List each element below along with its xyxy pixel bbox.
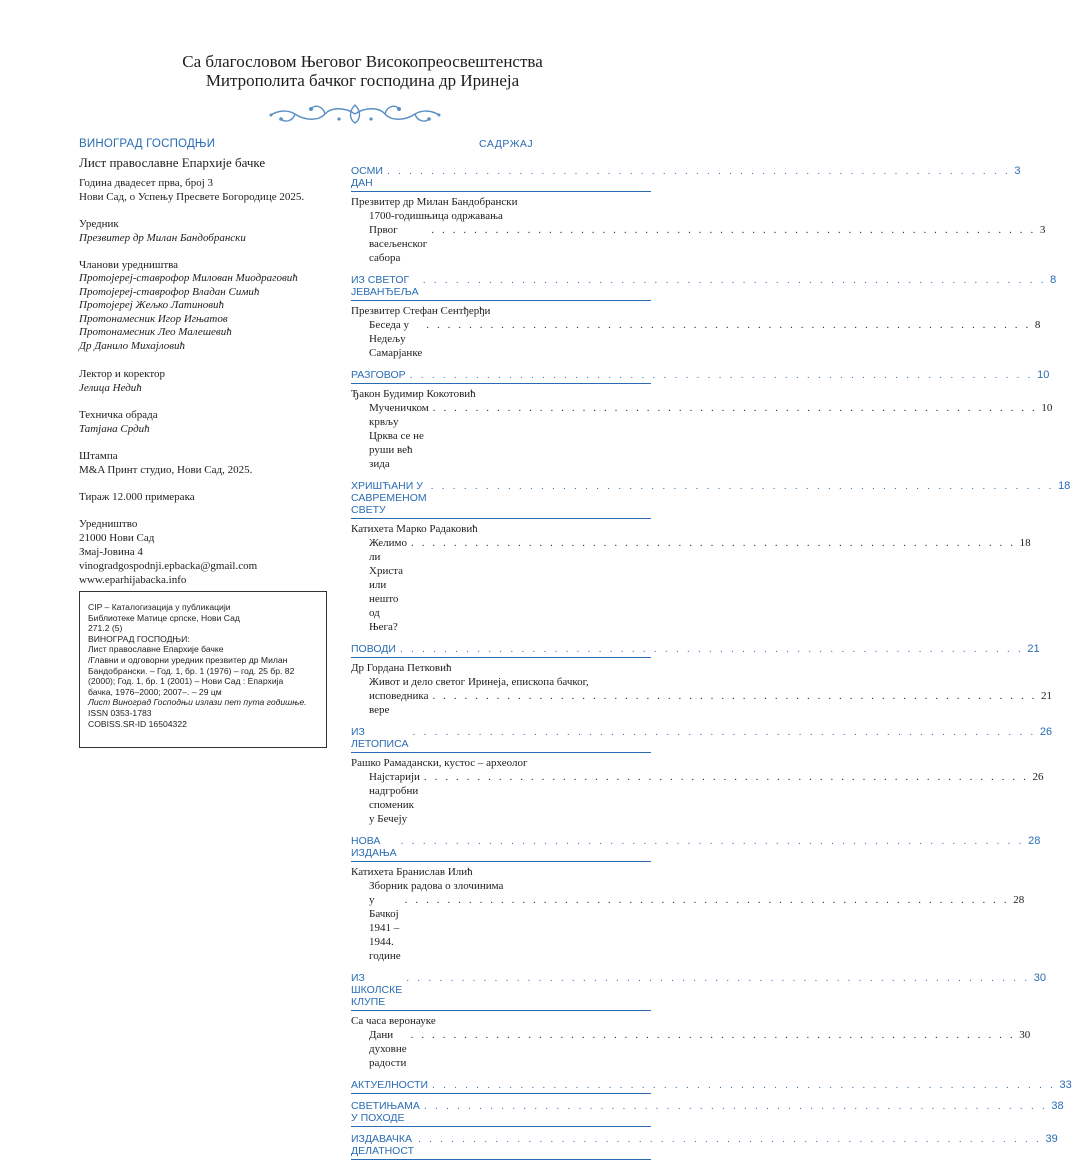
toc-leader-dots: . . . . . . . . . . . . . . . . . . . . . . . . . . . . . . . . . . . . . . . . . . . . . . . . . . . . . . . . . [430,480,1055,492]
toc-section-page: 21 [1027,643,1040,655]
toc-section [351,726,1053,826]
toc-leader-dots: . . . . . . . . . . . . . . . . . . . . . . . . . . . . . . . . . . . . . . . . . . . . . . . . . . . . . . . . . [426,319,1031,331]
blessing-header [0,52,725,90]
toc-entry-title: Дани духовне радости [369,1029,407,1069]
circulation: Тираж 12.000 примерака [79,490,195,503]
table-of-contents [351,165,1072,1166]
toc-section-name: РАЗГОВОР [351,369,406,381]
toc-entry[interactable] [351,318,1041,360]
proofreader-label: Лектор и коректор [79,367,166,380]
issue-year: Година двадесет прва, број 3 [79,177,214,189]
toc-section-heading[interactable] [351,480,1071,519]
publication-title: ВИНОГРАД ГОСПОДЊИ [79,138,216,150]
toc-section-page: 18 [1058,480,1071,492]
toc-author: Са часа веронауке [351,1015,436,1027]
cip-line: бачка, 1976–2000; 2007–. – 29 цм [88,686,222,697]
cip-line: (2000); Год. 1, бр. 1 (2001) – Нови Сад : Епархија [88,676,284,687]
toc-section-name: АКТУЕЛНОСТИ [351,1079,429,1091]
cip-line: Бандобрански. – Год. 1, бр. 1 (1976) – год. 25 бр. 82 [88,665,295,676]
toc-leader-dots: . . . . . . . . . . . . . . . . . . . . . . . . . . . . . . . . . . . . . . . . . . . . . . . . . . . . . . . . . [431,224,1036,236]
toc-section-heading[interactable] [351,835,1041,862]
toc-section-name: ИЗ ШКОЛСКЕ КЛУПЕ [351,972,403,1008]
email-link[interactable]: vinogradgospodnji.epbacka@gmail.com [79,559,258,572]
toc-entry-title: Првог васељенског сабора [369,224,428,264]
toc-leader-dots: . . . . . . . . . . . . . . . . . . . . . . . . . . . . . . . . . . . . . . . . . . . . . . . . . . . . . . . . . [432,1079,1056,1091]
office-city: 21000 Нови Сад [79,531,155,544]
toc-section [351,1133,1058,1160]
toc-author: Презвитер Стефан Сентђерђи [351,305,491,317]
toc-leader-dots: . . . . . . . . . . . . . . . . . . . . . . . . . . . . . . . . . . . . . . . . . . . . . . . . . . . . . . . . . [422,274,1047,286]
toc-leader-dots: . . . . . . . . . . . . . . . . . . . . . . . . . . . . . . . . . . . . . . . . . . . . . . . . . . . . . . . . . [423,771,1029,783]
website-link[interactable]: www.eparhijabacka.info [79,573,187,586]
toc-section-heading[interactable] [351,369,1050,384]
toc-leader-dots: . . . . . . . . . . . . . . . . . . . . . . . . . . . . . . . . . . . . . . . . . . . . . . . . . . . . . . . . . [411,537,1016,549]
toc-section-page: 33 [1059,1079,1072,1091]
blessing-line-2: Митрополита бачког господина др Иринеја [205,71,520,90]
toc-entry-page: 30 [1019,1029,1031,1041]
floral-ornament-icon [265,101,445,127]
toc-section-page: 26 [1039,726,1053,738]
cip-line: Лист православне Епархије бачке [88,644,224,655]
toc-section [351,480,1071,634]
toc-section-page: 38 [1051,1100,1064,1112]
toc-author: Катихета Марко Радаковић [351,523,478,535]
toc-section [351,835,1041,963]
editor-name: Презвитер др Милан Бандобрански [79,232,246,244]
toc-title: САДРЖАЈ [479,138,534,150]
toc-leader-dots: . . . . . . . . . . . . . . . . . . . . . . . . . . . . . . . . . . . . . . . . . . . . . . . . . . . . . . . . . [432,402,1038,414]
toc-section-name: НОВА ИЗДАЊА [351,835,397,859]
toc-entry-title: у Бачкој 1941 – 1944. године [369,894,401,962]
toc-entry-title: Беседа у Недељу Самарјанке [369,319,423,359]
toc-entry[interactable] [351,401,1053,471]
toc-entry-title-line: Зборник радова о злочинима [369,880,504,892]
toc-section [351,643,1053,717]
toc-section-heading[interactable] [351,1100,1064,1127]
toc-author: Катихета Бранислав Илић [351,866,473,878]
toc-entry[interactable] [351,689,1053,717]
cip-line: CIP – Каталогизација у публикацији [88,602,231,612]
tech-name: Татјана Срдић [79,422,150,435]
board-member: Протонамесник Лео Малешевић [79,326,232,339]
toc-entry-page: 26 [1032,771,1044,783]
cip-line: /Главни и одговорни уредник презвитер др Милан [88,654,288,665]
toc-section-name: ПОВОДИ [351,643,396,655]
toc-entry[interactable] [351,536,1031,634]
board-member: Протојереј-ставрофор Милован Миодраговић [79,272,298,284]
cip-line: Лист Виноград Господњи излази пет пута годишње. [88,697,307,708]
toc-section-name: ИЗ СВЕТОГ ЈЕВАНЂЕЉА [351,274,419,298]
toc-leader-dots: . . . . . . . . . . . . . . . . . . . . . . . . . . . . . . . . . . . . . . . . . . . . . . . . . . . . . . . . . [412,726,1036,738]
board-members [79,272,329,354]
toc-section-name: ИЗ ЛЕТОПИСА [351,726,409,750]
toc-section-name: ОСМИ ДАН [351,165,383,189]
cip-line: ВИНОГРАД ГОСПОДЊИ: [88,633,190,644]
masthead [79,138,329,587]
toc-entry[interactable] [351,893,1025,963]
toc-section [351,972,1046,1070]
toc-entry-page: 10 [1041,402,1053,414]
tech-label: Техничка обрада [79,408,158,421]
toc-section-name: СВЕТИЊАМА У ПОХОДЕ [351,1100,420,1124]
toc-section [351,1079,1072,1094]
toc-entry-title: Желимо ли Христа или нешто од Њега? [369,537,408,633]
print-value: M&A Принт студио, Нови Сад, 2025. [79,463,253,476]
toc-section-heading[interactable] [351,1079,1072,1094]
toc-section-heading[interactable] [351,726,1053,753]
toc-entry[interactable] [351,1028,1031,1070]
editor-label: Уредник [79,218,119,230]
toc-entry[interactable] [351,770,1044,826]
toc-section-page: 28 [1028,835,1041,847]
cip-line: Библиотеке Матице српске, Нови Сад [88,612,240,623]
toc-leader-dots: . . . . . . . . . . . . . . . . . . . . . . . . . . . . . . . . . . . . . . . . . . . . . . . . . . . . . . . . . [400,835,1025,847]
toc-leader-dots: . . . . . . . . . . . . . . . . . . . . . . . . . . . . . . . . . . . . . . . . . . . . . . . . . . . . . . . . . [418,1133,1042,1145]
toc-section-page: 30 [1033,972,1046,984]
cip-line: 271.2 (5) [88,623,123,634]
board-member: Протојереј-ставрофор Владан Симић [79,285,260,298]
board-member: Др Данило Михајловић [79,339,186,352]
toc-section-heading[interactable] [351,643,1040,658]
office-street: Змај-Јовина 4 [79,545,143,558]
toc-section-page: 39 [1045,1133,1058,1145]
toc-leader-dots: . . . . . . . . . . . . . . . . . . . . . . . . . . . . . . . . . . . . . . . . . . . . . . . . . . . . . . . . . [432,690,1038,702]
toc-section-name: ХРИШЋАНИ У САВРЕМЕНОМ СВЕТУ [351,480,427,516]
publication-subtitle: Лист православне Епархије бачке [79,155,266,170]
toc-leader-dots: . . . . . . . . . . . . . . . . . . . . . . . . . . . . . . . . . . . . . . . . . . . . . . . . . . . . . . . . . [404,894,1010,906]
toc-entry-page: 3 [1039,224,1046,236]
toc-section-heading[interactable] [351,165,1021,192]
toc-entry-title: Мученичком крвљу Црква се не руши већ зида [369,402,429,470]
toc-author: Презвитер др Милан Бандобрански [351,196,518,208]
toc-section [351,274,1057,360]
blessing-line-1: Са благословом Његовог Високопреосвештенства [182,52,543,71]
issue-place-date: Нови Сад, о Успењу Пресвете Богородице 2025. [79,191,305,203]
toc-leader-dots: . . . . . . . . . . . . . . . . . . . . . . . . . . . . . . . . . . . . . . . . . . . . . . . . . . . . . . . . . [386,165,1011,177]
toc-author: Ђакон Будимир Кокотовић [351,388,476,400]
toc-author: Рашко Рамадански, кустос – археолог [351,757,528,769]
toc-leader-dots: . . . . . . . . . . . . . . . . . . . . . . . . . . . . . . . . . . . . . . . . . . . . . . . . . . . . . . . . . [406,972,1030,984]
cip-line: ISSN 0353-1783 [88,707,152,718]
toc-section [351,369,1053,471]
toc-leader-dots: . . . . . . . . . . . . . . . . . . . . . . . . . . . . . . . . . . . . . . . . . . . . . . . . . . . . . . . . . [399,643,1024,655]
toc-entry[interactable] [351,223,1046,265]
toc-author: Др Гордана Петковић [351,662,452,674]
board-label: Чланови уредништва [79,259,179,271]
office-label: Уредништво [79,517,138,530]
toc-section-page: 3 [1014,165,1021,177]
cip-line: COBISS.SR-ID 16504322 [88,718,187,729]
toc-section [351,1100,1064,1127]
proofreader-name: Јелица Недић [79,381,142,394]
toc-entry-page: 18 [1019,537,1031,549]
toc-entry-page: 28 [1013,894,1025,906]
toc-entry-page: 21 [1041,690,1053,702]
toc-entry-title: исповедника вере [369,690,429,716]
toc-entry-title-line: 1700-годишњица одржавања [369,210,503,222]
board-member: Протонамесник Игор Игњатов [79,312,228,325]
toc-section-heading[interactable] [351,274,1057,301]
board-member: Протојереј Жељко Латиновић [79,299,225,312]
print-label: Штампа [79,449,118,462]
cip-record-box [79,591,327,748]
toc-leader-dots: . . . . . . . . . . . . . . . . . . . . . . . . . . . . . . . . . . . . . . . . . . . . . . . . . . . . . . . . . [409,369,1034,381]
toc-leader-dots: . . . . . . . . . . . . . . . . . . . . . . . . . . . . . . . . . . . . . . . . . . . . . . . . . . . . . . . . . [423,1100,1048,1112]
toc-section-name: ИЗДАВАЧКА ДЕЛАТНОСТ [351,1133,414,1157]
toc-entry-page: 8 [1034,319,1041,331]
toc-section-heading[interactable] [351,972,1046,1011]
toc-section-heading[interactable] [351,1133,1058,1160]
toc-entry-title: Најстарији надгробни споменик у Бечеју [369,771,420,825]
toc-leader-dots: . . . . . . . . . . . . . . . . . . . . . . . . . . . . . . . . . . . . . . . . . . . . . . . . . . . . . . . . . [410,1029,1016,1041]
toc-section-page: 8 [1050,274,1057,286]
toc-section [351,165,1046,265]
toc-section-page: 10 [1037,369,1050,381]
toc-entry-title-line: Живот и дело светог Иринеја, епископа бачког, [369,676,589,688]
